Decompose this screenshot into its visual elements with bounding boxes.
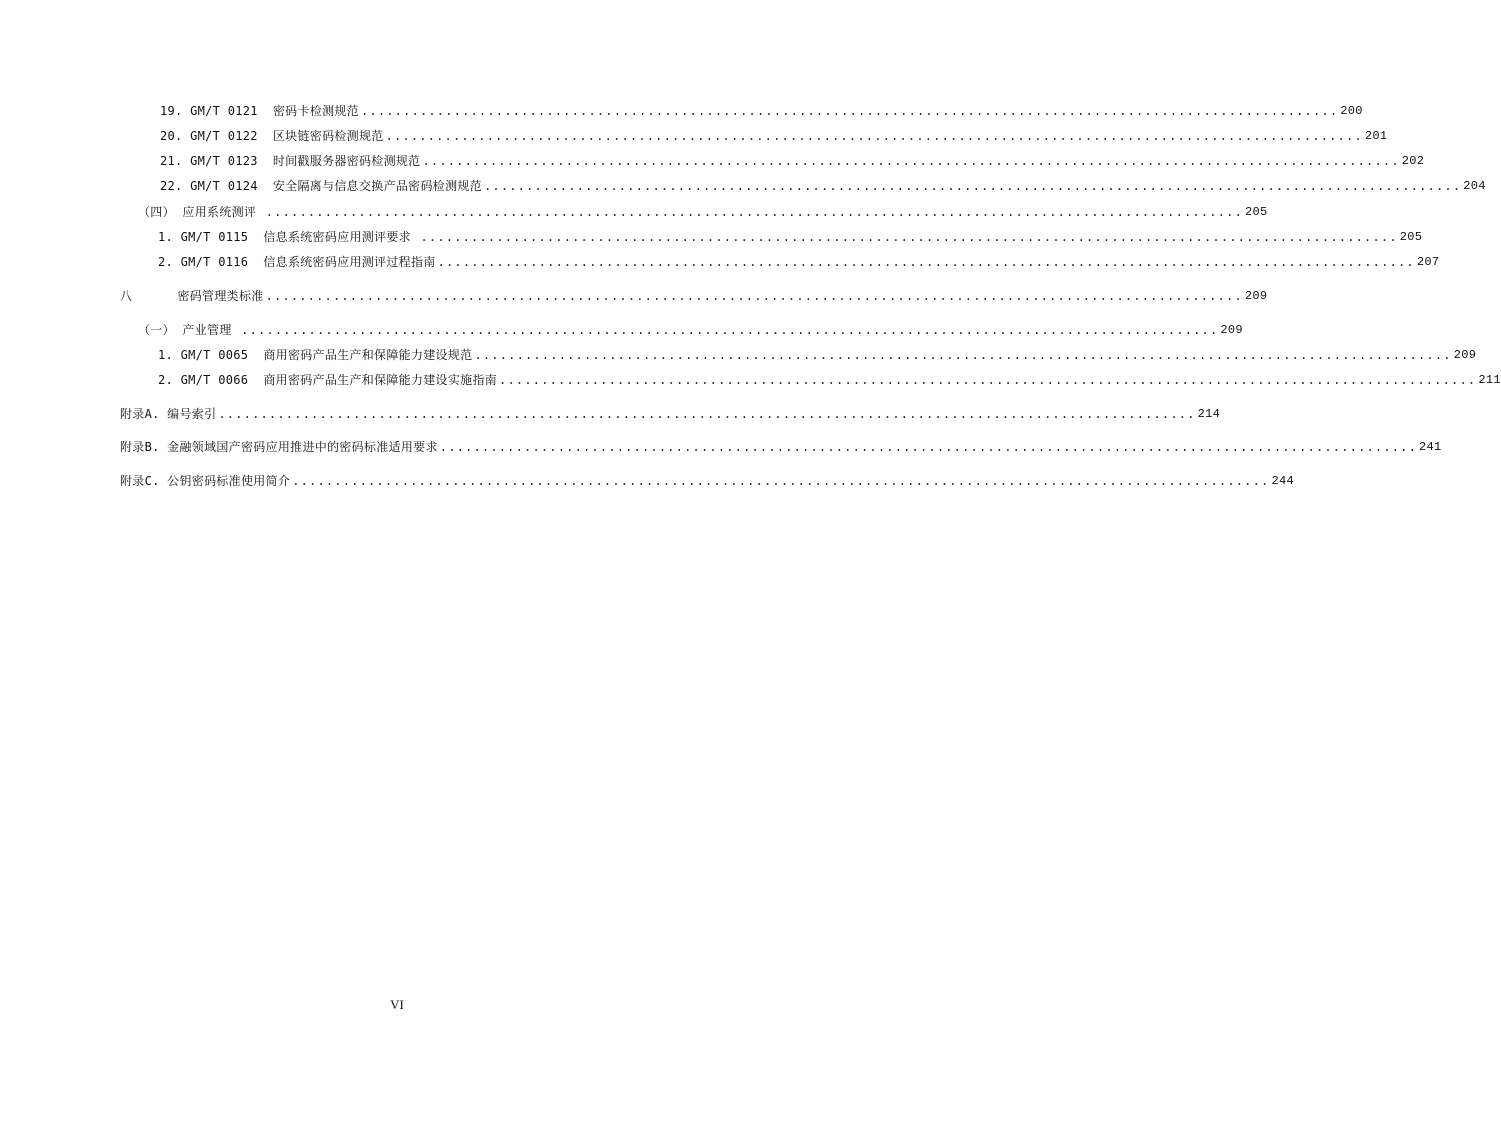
- toc-leader-dots: ....................................................................................................................: [241, 323, 1219, 337]
- toc-leader-dots: ....................................................................................................................: [420, 230, 1398, 244]
- toc-entry[interactable]: [160, 151, 1425, 169]
- toc-entry-title: 附录B. 金融领域国产密码应用推进中的密码标准适用要求: [120, 440, 438, 454]
- toc-entry[interactable]: [158, 227, 1423, 245]
- toc-entry-page: 241: [1419, 440, 1442, 454]
- toc-entry-page: 209: [1453, 348, 1477, 362]
- toc-entry-title: 2. GM/T 0116 信息系统密码应用测评过程指南: [158, 255, 436, 269]
- toc-leader-dots: ....................................................................................................................: [265, 289, 1243, 303]
- toc-entry-title: （一） 产业管理: [138, 323, 240, 337]
- toc-entry-title: 八 密码管理类标准: [120, 289, 264, 303]
- toc-entry[interactable]: [120, 404, 1221, 422]
- toc-entry[interactable]: [160, 176, 1486, 194]
- toc-entry[interactable]: [138, 202, 1268, 220]
- toc-leader-dots: ....................................................................................................................: [360, 104, 1339, 118]
- toc-entry-page: 202: [1401, 154, 1425, 168]
- toc-leader-dots: ....................................................................................................................: [499, 373, 1477, 387]
- toc-entry[interactable]: [120, 437, 1442, 455]
- toc-entry-title: 21. GM/T 0123 时间戳服务器密码检测规范: [160, 154, 421, 168]
- toc-entry-title: 1. GM/T 0115 信息系统密码应用测评要求: [158, 230, 419, 244]
- toc-leader-dots: ....................................................................................................................: [474, 348, 1452, 362]
- toc-leader-dots: ....................................................................................................................: [385, 129, 1363, 143]
- toc-entry[interactable]: [160, 101, 1363, 119]
- toc-entry-title: 20. GM/T 0122 区块链密码检测规范: [160, 129, 384, 143]
- toc-entry-page: 205: [1399, 230, 1423, 244]
- toc-entry-title: （四） 应用系统测评: [138, 205, 264, 219]
- page-number: VI: [390, 997, 404, 1012]
- toc-entry-page: 205: [1245, 205, 1268, 219]
- toc-entry-page: 204: [1463, 179, 1486, 193]
- toc-leader-dots: ....................................................................................................................: [437, 255, 1415, 269]
- toc-entry-page: 207: [1416, 255, 1440, 269]
- toc-entry[interactable]: [120, 471, 1294, 489]
- toc-entry-page: 209: [1244, 289, 1268, 303]
- toc-leader-dots: ....................................................................................................................: [483, 179, 1462, 193]
- toc-leader-dots: ....................................................................................................................: [265, 205, 1244, 219]
- toc-entry[interactable]: [160, 126, 1388, 144]
- toc-entry[interactable]: [138, 320, 1243, 338]
- toc-entry[interactable]: [120, 286, 1268, 304]
- toc-leader-dots: ....................................................................................................................: [439, 440, 1418, 454]
- toc-leader-dots: ....................................................................................................................: [218, 407, 1196, 421]
- toc-entry-page: 244: [1271, 474, 1294, 488]
- toc-entry-page: 214: [1197, 407, 1221, 421]
- toc-entry[interactable]: [158, 370, 1501, 388]
- toc-entry-page: 211: [1478, 373, 1501, 387]
- toc-leader-dots: ....................................................................................................................: [422, 154, 1400, 168]
- toc-entry[interactable]: [158, 345, 1477, 363]
- toc-entry-title: 2. GM/T 0066 商用密码产品生产和保障能力建设实施指南: [158, 373, 498, 387]
- toc-entry-title: 22. GM/T 0124 安全隔离与信息交换产品密码检测规范: [160, 179, 482, 193]
- toc-entry-page: 200: [1340, 104, 1363, 118]
- toc-entry-title: 19. GM/T 0121 密码卡检测规范: [160, 104, 359, 118]
- toc-entry[interactable]: [158, 252, 1440, 270]
- toc-entry-title: 附录C. 公钥密码标准使用简介: [120, 474, 291, 488]
- toc-leader-dots: ....................................................................................................................: [292, 474, 1270, 488]
- toc-entry-title: 附录A. 编号索引: [120, 407, 217, 421]
- toc-entry-title: 1. GM/T 0065 商用密码产品生产和保障能力建设规范: [158, 348, 473, 362]
- toc-entry-page: 201: [1364, 129, 1388, 143]
- toc-entry-page: 209: [1220, 323, 1243, 337]
